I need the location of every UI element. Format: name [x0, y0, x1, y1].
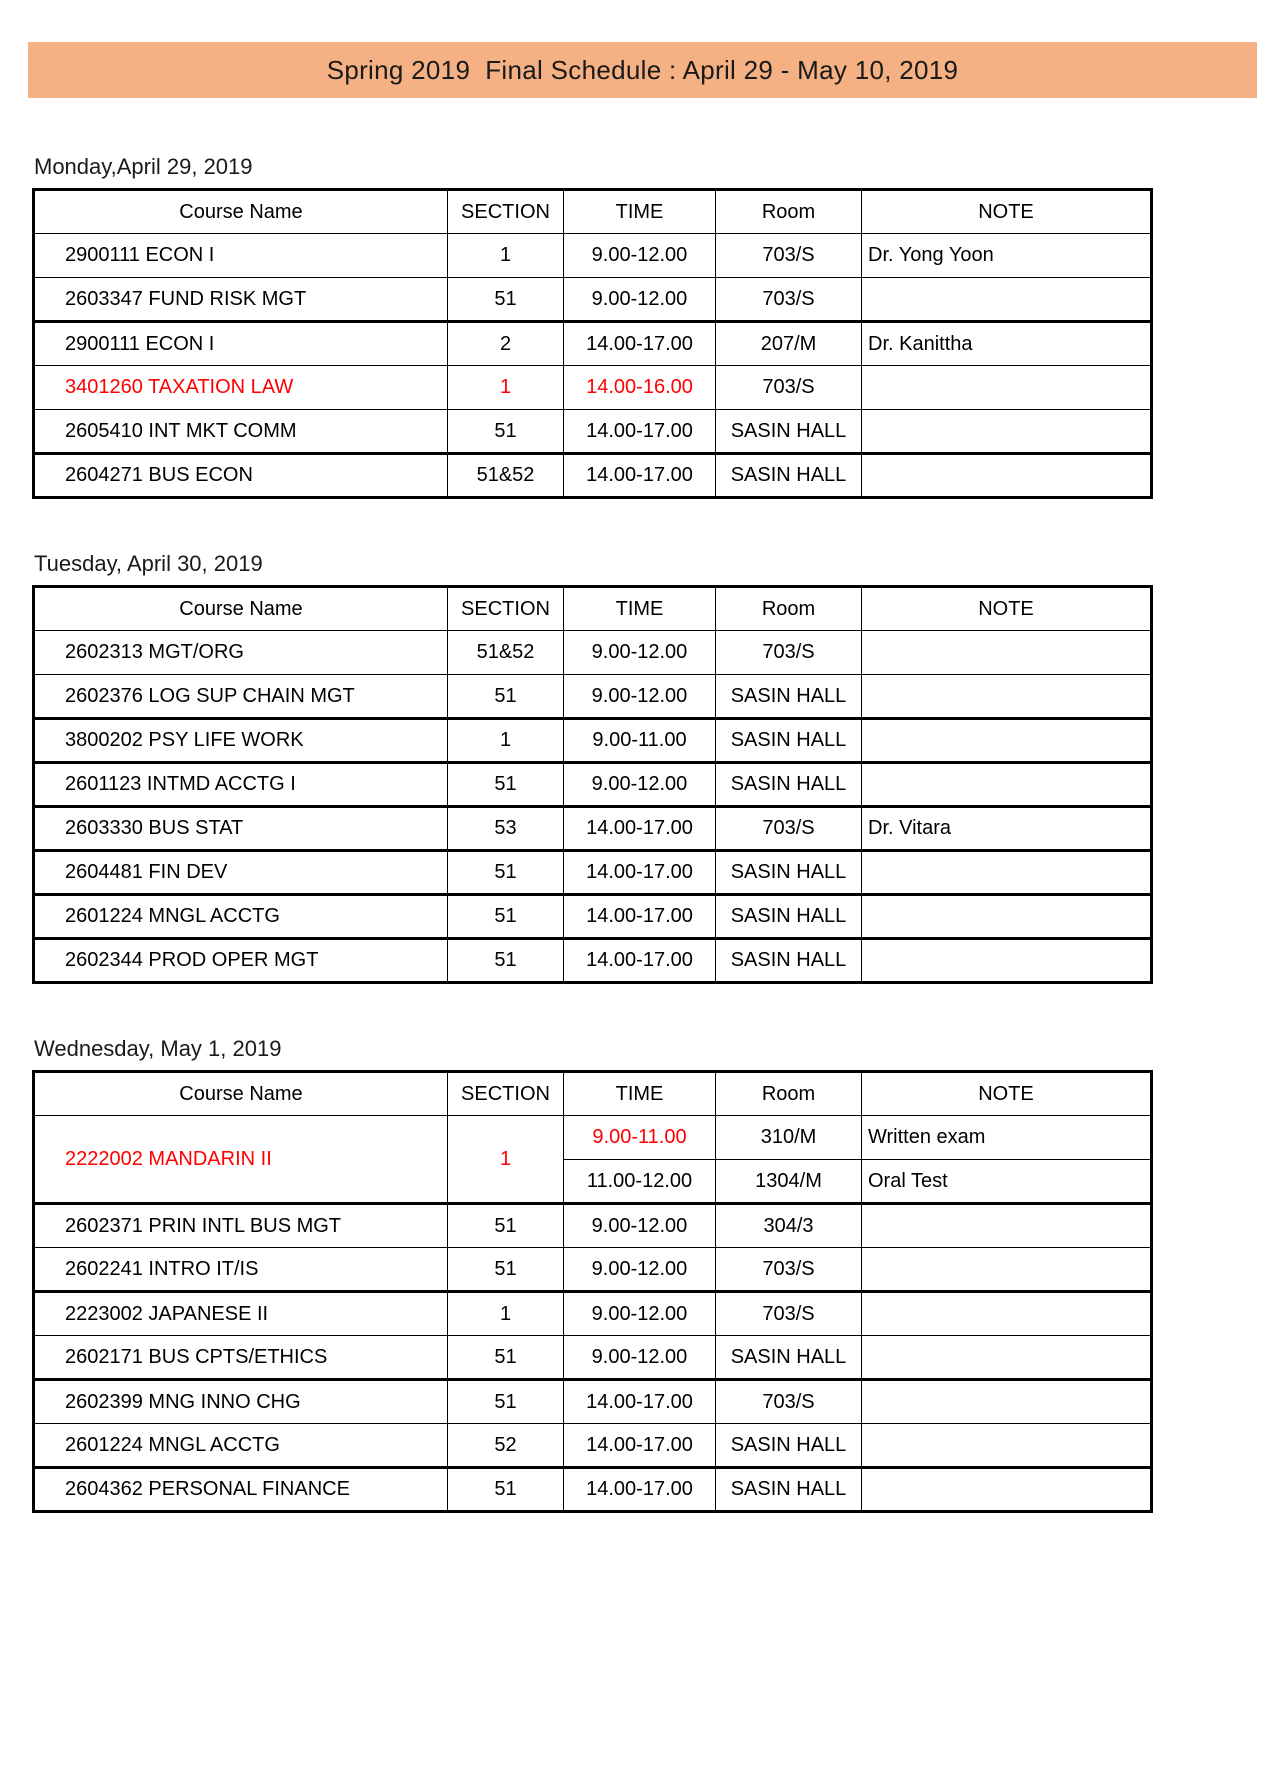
column-header-note: NOTE	[862, 1072, 1152, 1116]
cell-course-name: 2602344 PROD OPER MGT	[34, 939, 448, 983]
cell-note	[862, 1468, 1152, 1512]
table-row	[34, 1204, 1152, 1248]
cell-room: SASIN HALL	[716, 851, 862, 895]
cell-course-name: 2602399 MNG INNO CHG	[34, 1380, 448, 1424]
cell-note	[862, 1248, 1152, 1292]
column-header-course: Course Name	[34, 1072, 448, 1116]
cell-section: 51&52	[448, 454, 564, 498]
day-block	[28, 551, 1257, 984]
column-header-time: TIME	[564, 587, 716, 631]
cell-note	[862, 895, 1152, 939]
cell-course-name: 3401260 TAXATION LAW	[34, 366, 448, 410]
cell-room: 703/S	[716, 278, 862, 322]
column-header-section: SECTION	[448, 1072, 564, 1116]
cell-room: 703/S	[716, 1380, 862, 1424]
cell-note	[862, 410, 1152, 454]
table-row	[34, 851, 1152, 895]
cell-time: 9.00-11.00	[564, 1116, 716, 1160]
cell-time: 9.00-12.00	[564, 1248, 716, 1292]
cell-section: 51	[448, 895, 564, 939]
table-row	[34, 1116, 1152, 1160]
cell-section: 51	[448, 278, 564, 322]
cell-note	[862, 851, 1152, 895]
cell-time: 14.00-17.00	[564, 807, 716, 851]
cell-room: 703/S	[716, 366, 862, 410]
cell-course-name: 2603330 BUS STAT	[34, 807, 448, 851]
table-row	[34, 763, 1152, 807]
cell-time: 14.00-17.00	[564, 1380, 716, 1424]
cell-room: 703/S	[716, 234, 862, 278]
cell-section: 51	[448, 1248, 564, 1292]
table-header-row	[34, 587, 1152, 631]
table-row	[34, 410, 1152, 454]
cell-note	[862, 939, 1152, 983]
cell-note: Written exam	[862, 1116, 1152, 1160]
cell-course-name: 2602371 PRIN INTL BUS MGT	[34, 1204, 448, 1248]
cell-course-name: 2604362 PERSONAL FINANCE	[34, 1468, 448, 1512]
column-header-section: SECTION	[448, 190, 564, 234]
column-header-course: Course Name	[34, 190, 448, 234]
cell-note	[862, 1424, 1152, 1468]
day-block	[28, 1036, 1257, 1513]
schedule-table	[32, 585, 1153, 984]
cell-time: 9.00-12.00	[564, 234, 716, 278]
table-header-row	[34, 190, 1152, 234]
cell-room: 1304/M	[716, 1160, 862, 1204]
cell-time: 14.00-17.00	[564, 454, 716, 498]
column-header-note: NOTE	[862, 190, 1152, 234]
schedule-page	[0, 42, 1285, 1786]
cell-course-name: 2222002 MANDARIN II	[34, 1116, 448, 1204]
schedule-table	[32, 1070, 1153, 1513]
cell-room: SASIN HALL	[716, 1336, 862, 1380]
column-header-section: SECTION	[448, 587, 564, 631]
column-header-time: TIME	[564, 190, 716, 234]
cell-section: 51	[448, 1468, 564, 1512]
table-row	[34, 939, 1152, 983]
cell-room: SASIN HALL	[716, 1468, 862, 1512]
table-row	[34, 1248, 1152, 1292]
cell-section: 51	[448, 1380, 564, 1424]
cell-section: 51	[448, 410, 564, 454]
cell-room: 703/S	[716, 1292, 862, 1336]
table-row	[34, 807, 1152, 851]
cell-note	[862, 719, 1152, 763]
cell-section: 51	[448, 851, 564, 895]
cell-course-name: 2900111 ECON I	[34, 234, 448, 278]
cell-room: 703/S	[716, 807, 862, 851]
cell-course-name: 2602171 BUS CPTS/ETHICS	[34, 1336, 448, 1380]
cell-time: 9.00-12.00	[564, 1292, 716, 1336]
cell-time: 9.00-12.00	[564, 675, 716, 719]
cell-time: 14.00-17.00	[564, 322, 716, 366]
cell-room: 304/3	[716, 1204, 862, 1248]
cell-course-name: 2604271 BUS ECON	[34, 454, 448, 498]
cell-room: SASIN HALL	[716, 939, 862, 983]
cell-section: 51&52	[448, 631, 564, 675]
cell-time: 14.00-17.00	[564, 1424, 716, 1468]
cell-time: 9.00-12.00	[564, 763, 716, 807]
cell-course-name: 3800202 PSY LIFE WORK	[34, 719, 448, 763]
table-row	[34, 278, 1152, 322]
column-header-room: Room	[716, 190, 862, 234]
day-heading: Monday,April 29, 2019	[34, 154, 253, 179]
table-row	[34, 322, 1152, 366]
cell-note	[862, 675, 1152, 719]
cell-course-name: 2602241 INTRO IT/IS	[34, 1248, 448, 1292]
table-row	[34, 454, 1152, 498]
cell-time: 9.00-12.00	[564, 631, 716, 675]
cell-time: 9.00-12.00	[564, 1204, 716, 1248]
cell-time: 14.00-17.00	[564, 939, 716, 983]
table-row	[34, 631, 1152, 675]
cell-note: Dr. Vitara	[862, 807, 1152, 851]
cell-room: SASIN HALL	[716, 763, 862, 807]
days-container	[28, 154, 1257, 1513]
title-banner	[28, 42, 1257, 98]
table-row	[34, 719, 1152, 763]
cell-room: 703/S	[716, 631, 862, 675]
cell-section: 51	[448, 1336, 564, 1380]
cell-section: 51	[448, 675, 564, 719]
table-row	[34, 366, 1152, 410]
table-row	[34, 234, 1152, 278]
table-row	[34, 1380, 1152, 1424]
cell-time: 11.00-12.00	[564, 1160, 716, 1204]
table-row	[34, 1336, 1152, 1380]
cell-section: 53	[448, 807, 564, 851]
cell-course-name: 2603347 FUND RISK MGT	[34, 278, 448, 322]
cell-room: SASIN HALL	[716, 1424, 862, 1468]
table-row	[34, 895, 1152, 939]
cell-section: 1	[448, 719, 564, 763]
cell-time: 14.00-17.00	[564, 851, 716, 895]
table-row	[34, 1292, 1152, 1336]
cell-section: 1	[448, 1116, 564, 1204]
cell-time: 14.00-16.00	[564, 366, 716, 410]
cell-course-name: 2601224 MNGL ACCTG	[34, 895, 448, 939]
cell-section: 1	[448, 366, 564, 410]
cell-course-name: 2601224 MNGL ACCTG	[34, 1424, 448, 1468]
cell-note	[862, 1336, 1152, 1380]
cell-section: 2	[448, 322, 564, 366]
table-row	[34, 1468, 1152, 1512]
cell-note	[862, 454, 1152, 498]
column-header-time: TIME	[564, 1072, 716, 1116]
cell-section: 1	[448, 1292, 564, 1336]
cell-course-name: 2602376 LOG SUP CHAIN MGT	[34, 675, 448, 719]
cell-note: Dr. Kanittha	[862, 322, 1152, 366]
cell-note	[862, 1204, 1152, 1248]
cell-time: 9.00-11.00	[564, 719, 716, 763]
column-header-room: Room	[716, 1072, 862, 1116]
page-title: Spring 2019 Final Schedule : April 29 - May 10, 2019	[326, 54, 959, 85]
cell-section: 1	[448, 234, 564, 278]
cell-note	[862, 1292, 1152, 1336]
day-block	[28, 154, 1257, 499]
cell-note	[862, 631, 1152, 675]
day-heading: Wednesday, May 1, 2019	[34, 1036, 282, 1061]
cell-note	[862, 278, 1152, 322]
cell-course-name: 2602313 MGT/ORG	[34, 631, 448, 675]
table-header-row	[34, 1072, 1152, 1116]
cell-section: 51	[448, 763, 564, 807]
cell-time: 9.00-12.00	[564, 1336, 716, 1380]
cell-room: SASIN HALL	[716, 895, 862, 939]
cell-section: 52	[448, 1424, 564, 1468]
cell-note	[862, 366, 1152, 410]
cell-room: SASIN HALL	[716, 719, 862, 763]
cell-room: 310/M	[716, 1116, 862, 1160]
cell-course-name: 2604481 FIN DEV	[34, 851, 448, 895]
cell-course-name: 2601123 INTMD ACCTG I	[34, 763, 448, 807]
cell-time: 14.00-17.00	[564, 410, 716, 454]
cell-note	[862, 763, 1152, 807]
cell-course-name: 2605410 INT MKT COMM	[34, 410, 448, 454]
cell-section: 51	[448, 939, 564, 983]
cell-room: SASIN HALL	[716, 454, 862, 498]
cell-room: 207/M	[716, 322, 862, 366]
schedule-table	[32, 188, 1153, 499]
cell-room: SASIN HALL	[716, 410, 862, 454]
column-header-room: Room	[716, 587, 862, 631]
cell-time: 14.00-17.00	[564, 895, 716, 939]
cell-course-name: 2900111 ECON I	[34, 322, 448, 366]
cell-note	[862, 1380, 1152, 1424]
column-header-course: Course Name	[34, 587, 448, 631]
cell-note: Dr. Yong Yoon	[862, 234, 1152, 278]
cell-time: 9.00-12.00	[564, 278, 716, 322]
column-header-note: NOTE	[862, 587, 1152, 631]
cell-course-name: 2223002 JAPANESE II	[34, 1292, 448, 1336]
table-row	[34, 1424, 1152, 1468]
cell-room: SASIN HALL	[716, 675, 862, 719]
day-heading: Tuesday, April 30, 2019	[34, 551, 263, 576]
cell-time: 14.00-17.00	[564, 1468, 716, 1512]
cell-note: Oral Test	[862, 1160, 1152, 1204]
cell-room: 703/S	[716, 1248, 862, 1292]
cell-section: 51	[448, 1204, 564, 1248]
table-row	[34, 675, 1152, 719]
